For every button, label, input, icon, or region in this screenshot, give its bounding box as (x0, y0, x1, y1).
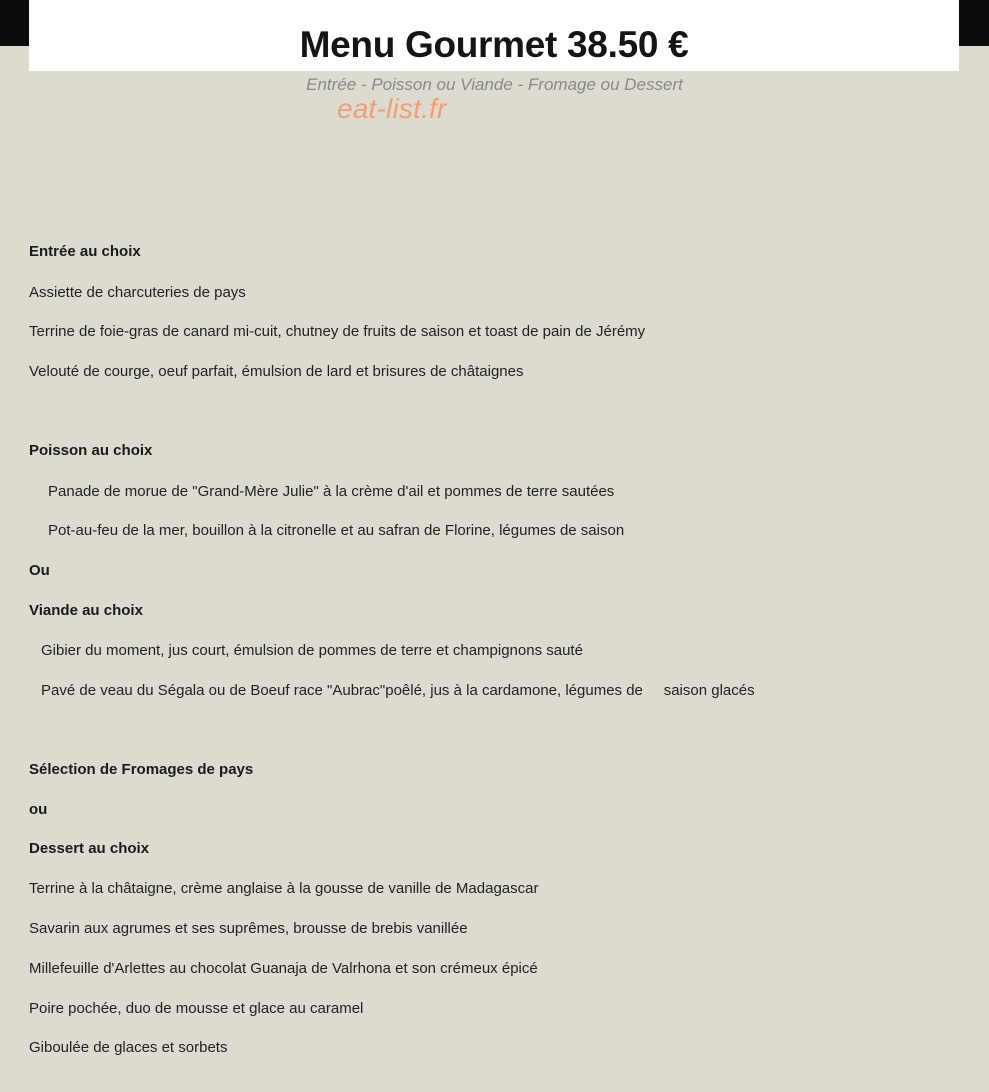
background-corner-left (0, 0, 29, 46)
watermark-logo: eat-list.fr (337, 93, 447, 124)
background-corner-right (959, 0, 989, 46)
section-heading-dessert: Dessert au choix (29, 840, 150, 857)
menu-item: Pavé de veau du Ségala ou de Boeuf race "Aubrac"poêlé, jus à la cardamone, légumes de saison glacés (41, 682, 755, 699)
menu-item: Gibier du moment, jus court, émulsion de pommes de terre et champignons sauté (41, 642, 583, 659)
title-banner (29, 0, 959, 71)
menu-subtitle: Entrée - Poisson ou Viande - Fromage ou Dessert (306, 75, 683, 94)
menu-item: Velouté de courge, oeuf parfait, émulsion de lard et brisures de châtaignes (29, 363, 524, 380)
menu-item: Savarin aux agrumes et ses suprêmes, brousse de brebis vanillée (29, 920, 468, 937)
section-heading-poisson: Poisson au choix (29, 442, 153, 459)
menu-item: Terrine à la châtaigne, crème anglaise à la gousse de vanille de Madagascar (29, 880, 539, 897)
section-heading-viande: Viande au choix (29, 602, 143, 619)
section-separator-ou: Ou (29, 562, 50, 579)
menu-item: Terrine de foie-gras de canard mi-cuit, chutney de fruits de saison et toast de pain de Jérémy (29, 323, 646, 340)
menu-item: Panade de morue de "Grand-Mère Julie" à la crème d'ail et pommes de terre sautées (48, 483, 615, 500)
menu-item: Pot-au-feu de la mer, bouillon à la citronelle et au safran de Florine, légumes de saison (48, 522, 625, 539)
section-heading-fromages: Sélection de Fromages de pays (29, 761, 254, 778)
menu-title: Menu Gourmet 38.50 € (299, 24, 689, 65)
section-separator-ou: ou (29, 801, 48, 818)
menu-item: Millefeuille d'Arlettes au chocolat Guanaja de Valrhona et son crémeux épicé (29, 960, 538, 977)
menu-item: Giboulée de glaces et sorbets (29, 1039, 228, 1056)
section-heading-entree: Entrée au choix (29, 243, 141, 260)
menu-item: Assiette de charcuteries de pays (29, 284, 246, 301)
menu-item: Poire pochée, duo de mousse et glace au caramel (29, 1000, 364, 1017)
